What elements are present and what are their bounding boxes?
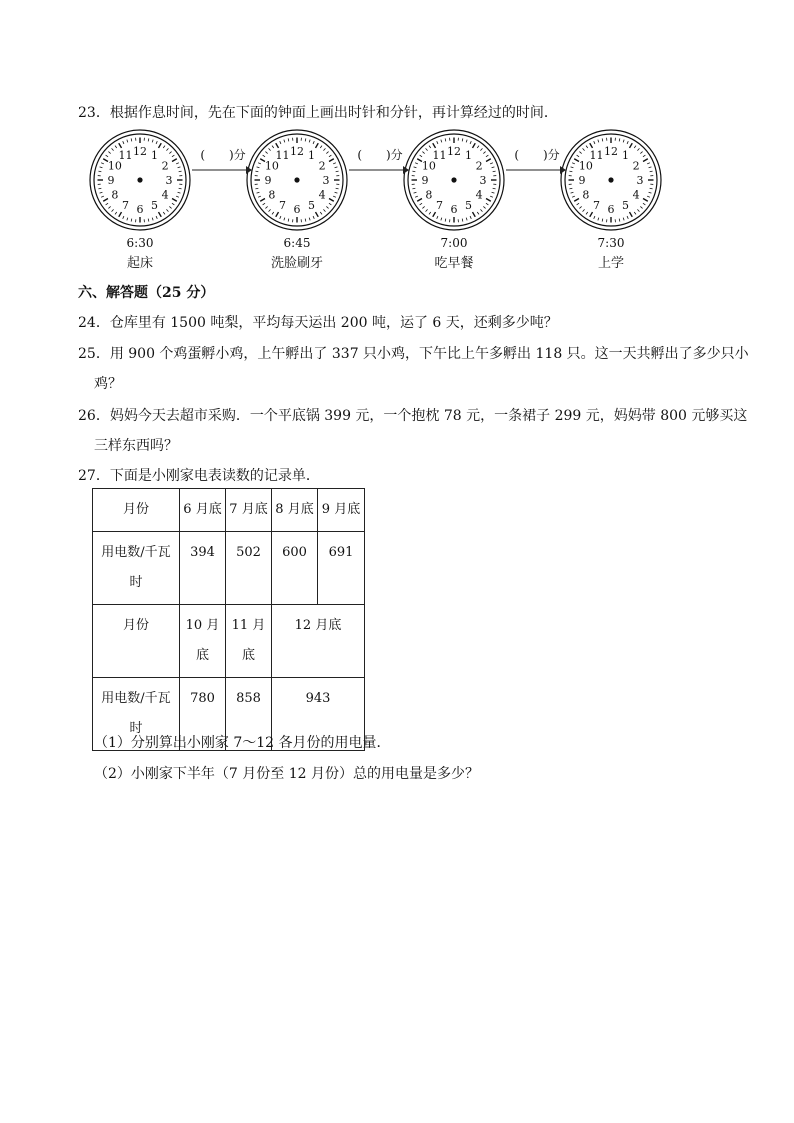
arrow-minutes-label: ( )分 bbox=[357, 148, 403, 162]
clock-number: 1 bbox=[465, 148, 472, 162]
table-header-cell: 9 月底 bbox=[318, 489, 365, 532]
clock-number: 11 bbox=[589, 148, 604, 162]
clock-number: 10 bbox=[264, 159, 279, 173]
clock-number: 7 bbox=[436, 199, 443, 213]
clock-time-label: 6:45 bbox=[283, 236, 311, 250]
clock-number: 2 bbox=[475, 159, 483, 173]
clock-number: 9 bbox=[264, 174, 272, 187]
table-row bbox=[93, 532, 365, 605]
table-header-cell: 11 月底 bbox=[226, 605, 272, 678]
table-header-cell: 6 月底 bbox=[180, 489, 226, 532]
clock-face-icon bbox=[245, 128, 349, 232]
table-cell: 600 bbox=[272, 532, 318, 605]
clock-number: 7 bbox=[122, 199, 129, 213]
clock-number: 11 bbox=[275, 148, 290, 162]
clock-number: 10 bbox=[578, 159, 593, 173]
table-row bbox=[93, 489, 365, 532]
clock-number: 1 bbox=[622, 148, 629, 162]
question-27-sub1: （1）分别算出小刚家 7～12 各月份的用电量． bbox=[94, 735, 391, 751]
clock-activity-label: 洗脸刷牙 bbox=[270, 256, 323, 271]
clock-number: 9 bbox=[421, 174, 429, 187]
question-27-sub2: （2）小刚家下半年（7 月份至 12 月份）总的用电量是多少？ bbox=[94, 766, 479, 782]
clock-number: 11 bbox=[432, 148, 447, 162]
arrow-minutes-label: ( )分 bbox=[514, 148, 560, 162]
clock-time-label: 7:30 bbox=[597, 236, 625, 250]
clock-number: 8 bbox=[582, 188, 590, 202]
question-26-line1: 26．妈妈今天去超市采购．一个平底锅 399 元，一个抱枕 78 元，一条裙子 299 元，妈妈带 800 元够买这 bbox=[78, 408, 748, 424]
clock-number: 8 bbox=[268, 188, 276, 202]
clock-activity-label: 吃早餐 bbox=[434, 256, 474, 271]
question-25-line2: 鸡？ bbox=[94, 376, 122, 392]
clock-number: 12 bbox=[290, 145, 304, 158]
clock-number: 11 bbox=[118, 148, 133, 162]
clock-number: 3 bbox=[636, 174, 644, 187]
table-cell: 943 bbox=[272, 678, 365, 751]
clock-number: 12 bbox=[447, 145, 461, 158]
table-header-cell: 10 月底 bbox=[180, 605, 226, 678]
table-row-label: 用电数/千瓦时 bbox=[93, 678, 180, 751]
clock-number: 12 bbox=[604, 145, 618, 158]
clock-number: 3 bbox=[322, 174, 330, 187]
clock-face-icon bbox=[559, 128, 663, 232]
question-27-text: 27．下面是小刚家电表读数的记录单． bbox=[78, 468, 320, 484]
clock-number: 3 bbox=[165, 174, 173, 187]
clock-number: 6 bbox=[607, 203, 615, 216]
clock-activity-label: 上学 bbox=[597, 256, 624, 271]
table-header-cell: 7 月底 bbox=[226, 489, 272, 532]
clock-time-label: 7:00 bbox=[440, 236, 468, 250]
meter-reading-table bbox=[92, 488, 365, 751]
clock-number: 5 bbox=[465, 199, 472, 213]
table-cell: 394 bbox=[180, 532, 226, 605]
table-row-label: 用电数/千瓦时 bbox=[93, 532, 180, 605]
table-cell: 780 bbox=[180, 678, 226, 751]
clock-number: 4 bbox=[475, 188, 483, 202]
table-header-cell: 12 月底 bbox=[272, 605, 365, 678]
clock-number: 9 bbox=[107, 174, 115, 187]
clock-number: 6 bbox=[450, 203, 458, 216]
table-cell: 502 bbox=[226, 532, 272, 605]
table-header-cell: 月份 bbox=[93, 605, 180, 678]
clock-sequence bbox=[88, 128, 688, 273]
clock-number: 5 bbox=[308, 199, 315, 213]
clock-number: 4 bbox=[632, 188, 640, 202]
clock-time-label: 6:30 bbox=[126, 236, 154, 250]
clock-number: 2 bbox=[632, 159, 640, 173]
clock-number: 6 bbox=[293, 203, 301, 216]
question-24-text: 24．仓库里有 1500 吨梨，平均每天运出 200 吨，运了 6 天，还剩多少吨？ bbox=[78, 315, 558, 331]
clock-number: 8 bbox=[111, 188, 119, 202]
clock-number: 5 bbox=[151, 199, 158, 213]
table-row bbox=[93, 605, 365, 678]
clock-number: 9 bbox=[578, 174, 586, 187]
clock-number: 12 bbox=[133, 145, 147, 158]
clock-number: 2 bbox=[161, 159, 169, 173]
question-23-text: 23．根据作息时间，先在下面的钟面上画出时针和分针，再计算经过的时间． bbox=[78, 105, 558, 121]
clock-number: 1 bbox=[151, 148, 158, 162]
section-title: 六、解答题（25 分） bbox=[78, 285, 215, 301]
clock-number: 6 bbox=[136, 203, 144, 216]
clock-number: 4 bbox=[161, 188, 169, 202]
table-header-cell: 月份 bbox=[93, 489, 180, 532]
clock-number: 4 bbox=[318, 188, 326, 202]
question-25-line1: 25．用 900 个鸡蛋孵小鸡，上午孵出了 337 只小鸡，下午比上午多孵出 118 只。这一天共孵出了多少只小 bbox=[78, 346, 749, 362]
clock-number: 7 bbox=[279, 199, 286, 213]
clock-number: 10 bbox=[421, 159, 436, 173]
table-cell: 858 bbox=[226, 678, 272, 751]
clock-face-icon bbox=[402, 128, 506, 232]
question-26-line2: 三样东西吗？ bbox=[94, 438, 178, 454]
clock-number: 2 bbox=[318, 159, 326, 173]
clock-number: 7 bbox=[593, 199, 600, 213]
right-arrow-icon bbox=[506, 164, 566, 176]
arrow-minutes-label: ( )分 bbox=[200, 148, 246, 162]
clock-activity-label: 起床 bbox=[126, 256, 153, 271]
clock-number: 10 bbox=[107, 159, 122, 173]
right-arrow-icon bbox=[349, 164, 409, 176]
clock-number: 8 bbox=[425, 188, 433, 202]
clock-face-icon bbox=[88, 128, 192, 232]
clock-number: 1 bbox=[308, 148, 315, 162]
clock-number: 5 bbox=[622, 199, 629, 213]
table-header-cell: 8 月底 bbox=[272, 489, 318, 532]
clock-number: 3 bbox=[479, 174, 487, 187]
table-cell: 691 bbox=[318, 532, 365, 605]
right-arrow-icon bbox=[192, 164, 252, 176]
